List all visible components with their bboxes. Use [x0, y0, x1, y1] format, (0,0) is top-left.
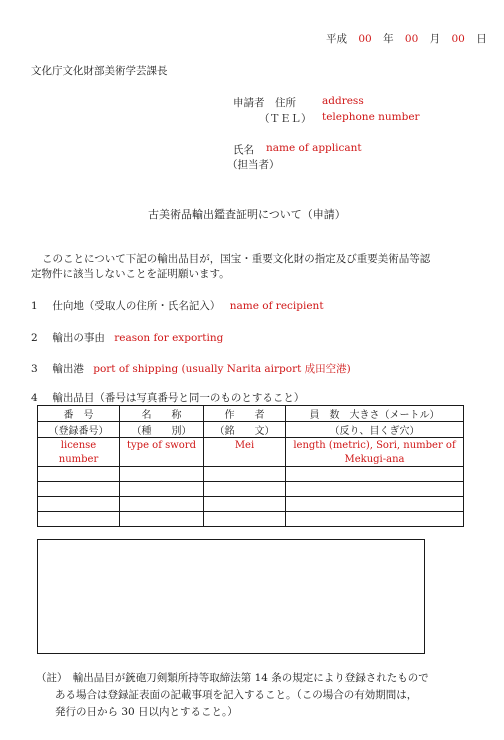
date-month-value: 00 [404, 33, 419, 45]
header-number: 番 号 [38, 406, 120, 422]
date-year-unit: 年 [383, 33, 394, 45]
applicant-name-label: 氏名 [233, 144, 254, 156]
date-day-value: 00 [451, 33, 465, 45]
empty-cell[interactable] [38, 482, 120, 497]
empty-cell[interactable] [38, 467, 120, 482]
person-in-charge-label: （担当者） [227, 159, 280, 171]
header-maker: 作 者 [204, 406, 286, 422]
table-row [38, 497, 464, 512]
body-paragraph-line2: 定物件に該当しないことを証明願います。 [31, 268, 230, 280]
cell-mei[interactable]: Mei [204, 438, 286, 453]
empty-cell[interactable] [120, 467, 204, 482]
item-number: 1 [31, 300, 38, 312]
document-title: 古美術品輸出鑑査証明について（申請） [148, 208, 346, 221]
body-paragraph-line1: このことについて下記の輸出品目が，国宝・重要文化財の指定及び重要美術品等認 [42, 253, 431, 265]
header-inscription: （銘 文） [204, 422, 286, 438]
empty-cell[interactable] [38, 512, 120, 527]
table-header-row [38, 422, 464, 438]
footnote-line1: （註） 輸出品目が銃砲刀剣類所持等取締法第 14 条の規定により登録されたもので [36, 672, 429, 684]
date-day-unit: 日 [476, 33, 487, 45]
date-era: 平成 [326, 33, 347, 45]
item-label: 仕向地（受取人の住所・氏名記入） [52, 300, 221, 312]
empty-cell[interactable] [38, 497, 120, 512]
empty-cell[interactable] [120, 497, 204, 512]
table-header-row [38, 406, 464, 422]
table-row [38, 467, 464, 482]
cell-length[interactable]: length (metric), Sori, number of [286, 438, 464, 453]
empty-cell[interactable] [204, 482, 286, 497]
export-items-table [37, 405, 464, 527]
item-number: 3 [31, 363, 38, 375]
applicant-tel-label: （ＴＥＬ） [259, 113, 312, 125]
item-number: 2 [31, 332, 38, 344]
addressee: 文化庁文化財部美術学芸課長 [31, 65, 168, 77]
item-value: port of shipping (usually Narita airport 成田空港) [93, 363, 351, 375]
applicant-tel-value: telephone number [322, 111, 420, 123]
item-value: reason for exporting [114, 332, 224, 344]
empty-cell[interactable] [286, 497, 464, 512]
cell-license[interactable]: number [38, 452, 120, 467]
empty-cell[interactable] [286, 467, 464, 482]
cell-license[interactable]: license [38, 438, 120, 453]
date-month-unit: 月 [429, 33, 441, 45]
cell-mei[interactable] [204, 452, 286, 467]
applicant-address-label: 申請者 住所 [233, 97, 296, 109]
item-reason [31, 330, 223, 345]
item-destination [31, 298, 324, 313]
footnote-line2: ある場合は登録証表面の記載事項を記入すること。（この場合の有効期間は， [55, 689, 418, 701]
table-row [38, 482, 464, 497]
table-row [38, 438, 464, 453]
date-line [326, 31, 487, 46]
empty-cell[interactable] [286, 512, 464, 527]
empty-cell[interactable] [286, 482, 464, 497]
cell-sword-type[interactable] [120, 452, 204, 467]
empty-cell[interactable] [120, 512, 204, 527]
date-year-value: 00 [358, 33, 372, 45]
empty-cell[interactable] [204, 497, 286, 512]
item-label: 輸出の事由 [52, 332, 105, 344]
header-size: 員 数 大きさ（メートル） [286, 406, 464, 422]
footnote [36, 670, 486, 721]
table-row [38, 512, 464, 527]
items-table-heading [31, 390, 304, 405]
item-label: 輸出品目（番号は写真番号と同一のものとすること） [52, 392, 305, 404]
header-curvature: （反り、目くぎ穴） [286, 422, 464, 438]
photo-box[interactable] [37, 539, 425, 654]
applicant-name-value: name of applicant [266, 142, 362, 154]
footnote-line3: 発行の日から 30 日以内とすること。） [55, 706, 238, 718]
item-value: name of recipient [229, 300, 324, 312]
empty-cell[interactable] [204, 512, 286, 527]
table-row [38, 452, 464, 467]
item-number: 4 [31, 392, 38, 404]
item-label: 輸出港 [52, 363, 84, 375]
header-type: （種 別） [120, 422, 204, 438]
header-registration-number: （登録番号） [38, 422, 120, 438]
empty-cell[interactable] [204, 467, 286, 482]
item-port [31, 361, 351, 376]
empty-cell[interactable] [120, 482, 204, 497]
header-name: 名 称 [120, 406, 204, 422]
cell-sword-type[interactable]: type of sword [120, 438, 204, 453]
applicant-address-value: address [322, 95, 364, 107]
cell-length[interactable]: Mekugi-ana [286, 452, 464, 467]
